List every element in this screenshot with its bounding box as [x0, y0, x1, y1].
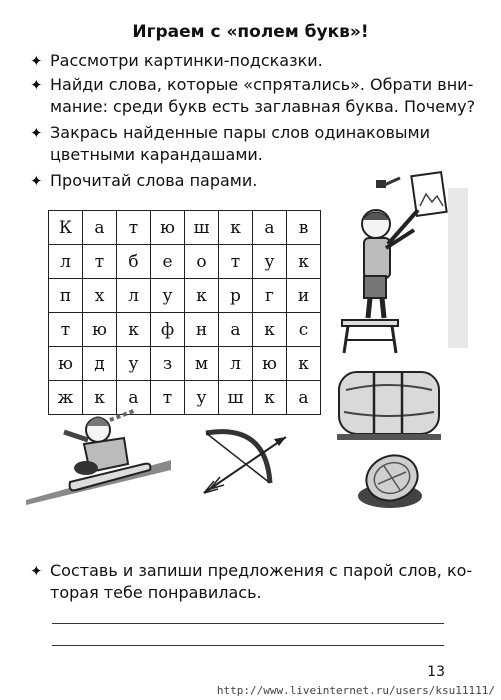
grid-cell[interactable]: ю: [253, 347, 287, 381]
grid-row: [49, 211, 321, 245]
grid-cell[interactable]: д: [83, 347, 117, 381]
bundle-icon: [334, 362, 444, 442]
grid-row: [49, 347, 321, 381]
grid-cell[interactable]: х: [83, 279, 117, 313]
grid-cell[interactable]: а: [219, 313, 253, 347]
final-task: [30, 560, 472, 604]
instruction-1: [30, 50, 323, 72]
grid-cell[interactable]: у: [253, 245, 287, 279]
grid-cell[interactable]: к: [253, 381, 287, 415]
grid-cell[interactable]: и: [287, 279, 321, 313]
page-title: Играем с «полем букв»!: [132, 22, 369, 42]
grid-cell[interactable]: ю: [83, 313, 117, 347]
grid-cell[interactable]: к: [117, 313, 151, 347]
grid-cell[interactable]: л: [219, 347, 253, 381]
grid-cell[interactable]: К: [49, 211, 83, 245]
grid-cell[interactable]: а: [253, 211, 287, 245]
grid-cell[interactable]: ж: [49, 381, 83, 415]
grid-cell[interactable]: в: [287, 211, 321, 245]
bullet-star-icon: ✦: [30, 562, 43, 580]
grid-cell[interactable]: ю: [151, 211, 185, 245]
grid-cell[interactable]: б: [117, 245, 151, 279]
grid-cell[interactable]: о: [185, 245, 219, 279]
bullet-star-icon: ✦: [30, 172, 43, 190]
grid-cell[interactable]: ф: [151, 313, 185, 347]
grid-cell[interactable]: т: [83, 245, 117, 279]
grid-cell[interactable]: л: [117, 279, 151, 313]
instruction-text: Прочитай слова парами.: [50, 171, 258, 190]
page-number: 13: [427, 664, 445, 680]
grid-cell[interactable]: т: [49, 313, 83, 347]
instruction-4: [30, 170, 257, 192]
grid-cell[interactable]: е: [151, 245, 185, 279]
grid-cell[interactable]: г: [253, 279, 287, 313]
instruction-2: [30, 74, 475, 118]
instruction-text: Закрась найденные пары слов одинаковыми: [50, 123, 431, 142]
bow-arrow-icon: [196, 425, 296, 505]
instruction-text: Найди слова, которые «спрятались». Обрати вни-: [50, 75, 474, 94]
grid-cell[interactable]: м: [185, 347, 219, 381]
bullet-star-icon: ✦: [30, 124, 43, 142]
writing-line[interactable]: [52, 623, 444, 624]
boy-hammering-icon: [340, 168, 470, 358]
grid-row: [49, 279, 321, 313]
grid-cell[interactable]: а: [287, 381, 321, 415]
grid-cell[interactable]: с: [287, 313, 321, 347]
bullet-star-icon: ✦: [30, 52, 43, 70]
grid-cell[interactable]: а: [117, 381, 151, 415]
grid-row: [49, 245, 321, 279]
grid-cell[interactable]: ю: [49, 347, 83, 381]
grid-cell[interactable]: з: [151, 347, 185, 381]
instruction-3: [30, 122, 430, 166]
grid-cell[interactable]: ш: [185, 211, 219, 245]
grid-cell[interactable]: к: [287, 245, 321, 279]
instruction-text: мание: среди букв есть заглавная буква. Почему?: [50, 97, 476, 116]
watermark-url: http://www.liveinternet.ru/users/ksu11111/: [216, 684, 495, 697]
grid-cell[interactable]: т: [117, 211, 151, 245]
grid-cell[interactable]: а: [83, 211, 117, 245]
grid-cell[interactable]: у: [117, 347, 151, 381]
instruction-text: цветными карандашами.: [50, 145, 263, 164]
grid-cell[interactable]: к: [253, 313, 287, 347]
grid-cell[interactable]: р: [219, 279, 253, 313]
grid-cell[interactable]: к: [83, 381, 117, 415]
grid-cell[interactable]: у: [151, 279, 185, 313]
final-task-text: торая тебе понравилась.: [50, 583, 262, 602]
grid-row: [49, 313, 321, 347]
bullet-star-icon: ✦: [30, 76, 43, 94]
instruction-text: Рассмотри картинки-подсказки.: [50, 51, 323, 70]
grid-cell[interactable]: ш: [219, 381, 253, 415]
grid-cell[interactable]: к: [185, 279, 219, 313]
grid-cell[interactable]: л: [49, 245, 83, 279]
grid-cell[interactable]: к: [219, 211, 253, 245]
grid-cell[interactable]: у: [185, 381, 219, 415]
final-task-text: Составь и запиши предложения с парой слов, ко-: [50, 561, 473, 580]
letter-grid: [48, 210, 321, 415]
grid-cell[interactable]: т: [151, 381, 185, 415]
grid-cell[interactable]: н: [185, 313, 219, 347]
manhole-hatch-icon: [350, 448, 430, 518]
writing-line[interactable]: [52, 645, 444, 646]
grid-cell[interactable]: п: [49, 279, 83, 313]
sled-girl-icon: [26, 400, 171, 505]
grid-cell[interactable]: к: [287, 347, 321, 381]
grid-cell[interactable]: т: [219, 245, 253, 279]
